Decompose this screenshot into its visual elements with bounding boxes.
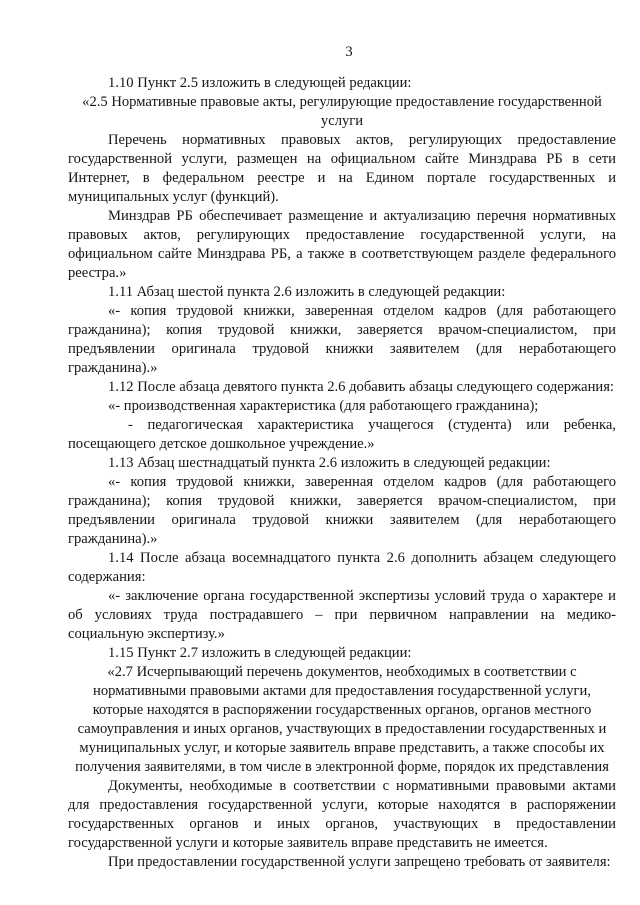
paragraph-1-11-text: «- копия трудовой книжки, заверенная отделом кадров (для работающего гражданина); копия трудовой книжки, заверяется врачом-специалистом, при предъявлении оригинала трудовой книжки заявителем (для неработающего гражданина).» — [68, 303, 616, 376]
paragraph-1-13: 1.13 Абзац шестнадцатый пункта 2.6 изложить в следующей редакции: — [108, 455, 551, 471]
paragraph-2-5-update: Минздрав РБ обеспечивает размещение и актуализацию перечня нормативных правовых актов, регулирующих предоставление государственной услуги, на официальном сайте Минздрава РБ, а также в соответствующем разделе федерального реестра.» — [68, 208, 616, 281]
paragraph-2-5-list: Перечень нормативных правовых актов, регулирующих предоставление государственной услуги, размещен на официальном сайте Минздрава РБ в сети Интернет, в федеральном реестре и на Едином портале государственных и муниципальных услуг (функций). — [68, 132, 616, 205]
paragraph-1-10: 1.10 Пункт 2.5 изложить в следующей редакции: — [108, 75, 412, 91]
paragraph-1-12: 1.12 После абзаца девятого пункта 2.6 добавить абзацы следующего содержания: — [108, 379, 614, 395]
paragraph-1-12-item-1: «- производственная характеристика (для работающего гражданина); — [108, 398, 539, 414]
paragraph-2-7-documents: Документы, необходимые в соответствии с нормативными правовыми актами для предоставления государственной услуги, которые находятся в распоряжении государственных органов и иных органов, участвующих в предоставлении государственной услуги и которые заявитель вправе представить не имеется. — [68, 778, 616, 851]
paragraph-1-12-item-2: - педагогическая характеристика учащегося (студента) или ребенка, посещающего детское дошкольное учреждение.» — [68, 417, 616, 452]
paragraph-1-14-text: «- заключение органа государственной экспертизы условий труда о характере и об условиях труда пострадавшего – при первичном направлении на медико-социальную экспертизу.» — [68, 588, 616, 642]
paragraph-2-7-prohibited: При предоставлении государственной услуги запрещено требовать от заявителя: — [108, 854, 611, 870]
page-number: 3 — [345, 44, 353, 60]
paragraph-1-14: 1.14 После абзаца восемнадцатого пункта 2.6 дополнить абзацем следующего содержания: — [68, 550, 616, 585]
heading-2-7: «2.7 Исчерпывающий перечень документов, необходимых в соответствии с нормативными правовыми актами для предоставления государственной услуги, которые находятся в распоряжении государственных органов, органов местного самоуправления и иных органов, участвующих в предоставлении государственных и муниципальных услуг, и которые заявитель вправе представить, а также способы их получения заявителями, в том числе в электронной форме, порядок их представления — [75, 664, 609, 775]
paragraph-1-11: 1.11 Абзац шестой пункта 2.6 изложить в следующей редакции: — [108, 284, 506, 300]
heading-2-5: «2.5 Нормативные правовые акты, регулирующие предоставление государственной услуги — [82, 94, 602, 129]
paragraph-1-15: 1.15 Пункт 2.7 изложить в следующей редакции: — [108, 645, 412, 661]
paragraph-1-13-text: «- копия трудовой книжки, заверенная отделом кадров (для работающего гражданина); копия трудовой книжки, заверяется врачом-специалистом, при предъявлении оригинала трудовой книжки заявителем (для неработающего гражданина).» — [68, 474, 616, 547]
